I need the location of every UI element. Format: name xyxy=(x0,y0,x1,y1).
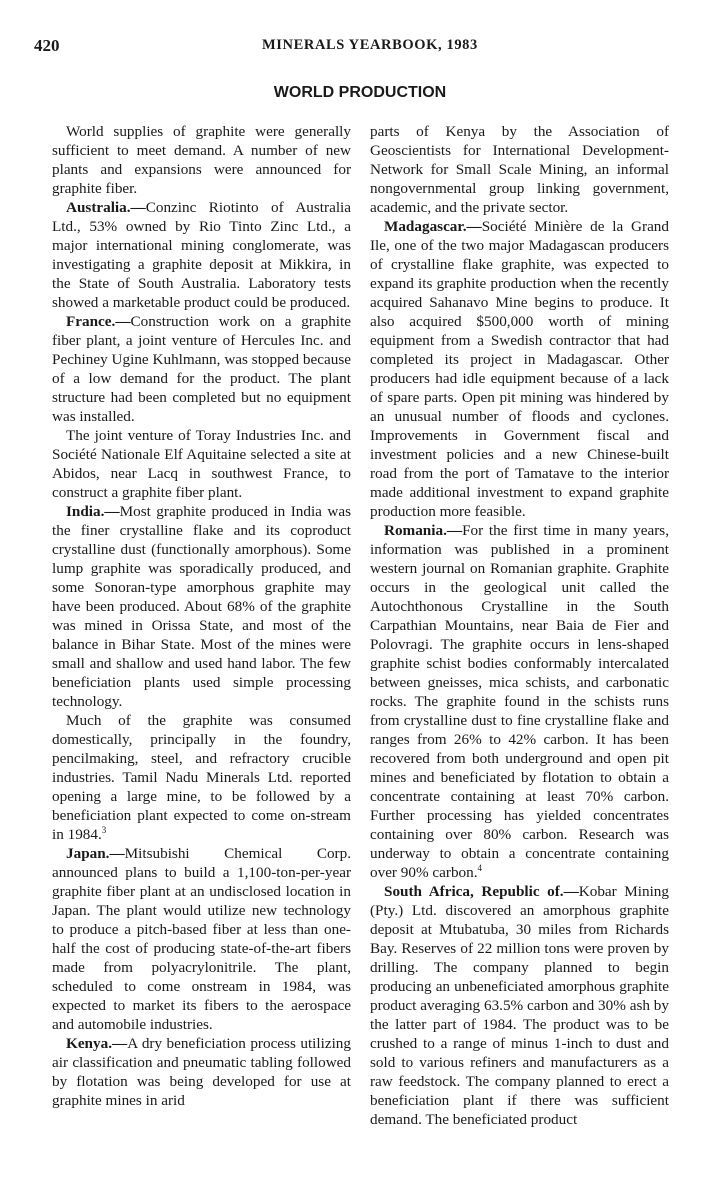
left-column xyxy=(52,122,351,1110)
paragraph-text: Mitsubishi Chemical Corp. announced plans to build a 1,100-ton-per-year graphite fiber plant at an undisclosed location in Japan. The plant would utilize new technology to produce a pitch-based fiber at less than one-half the cost of producing state-of-the-art fibers made from polyacrylonitrile. The plant, scheduled to come onstream in 1984, was expected to market its fibers to the aerospace and automobile industries. xyxy=(52,845,351,1033)
paragraph xyxy=(370,122,669,217)
paragraph-text: The joint venture of Toray Industries Inc. and Société Nationale Elf Aquitaine selected a site at Abidos, near Lacq in southwest France, to construct a graphite fiber plant. xyxy=(52,427,351,501)
section-title: WORLD PRODUCTION xyxy=(273,84,447,101)
paragraph-text: Conzinc Riotinto of Australia Ltd., 53% owned by Rio Tinto Zinc Ltd., a major international mining conglomerate, was investigating a graphite deposit at Mikkira, in the State of South Australia. Laboratory tests showed a marketable product could be produced. xyxy=(52,199,351,311)
paragraph xyxy=(370,521,669,882)
paragraph-text: Kobar Mining (Pty.) Ltd. discovered an amorphous graphite deposit at Mtubatuba, 30 miles from Richards Bay. Reserves of 22 million tons were proven by drilling. The company planned to begin producing an unbeneficiated amorphous graphite product averaging 63.5% carbon and 30% ash by the latter part of 1984. The product was to be crushed to a range of minus 1-inch to dust and sold to various refiners and manufacturers as a raw feedstock. The company planned to erect a beneficiation plant if there was sufficient demand. The beneficiated product xyxy=(370,883,669,1128)
right-column xyxy=(370,122,669,1129)
footnote-marker: 3 xyxy=(101,824,107,835)
paragraph xyxy=(52,312,351,426)
paragraph xyxy=(52,844,351,1034)
paragraph xyxy=(52,122,351,198)
paragraph-text: Construction work on a graphite fiber plant, a joint venture of Hercules Inc. and Pechiney Ugine Kuhlmann, was stopped because of a low demand for the product. The plant structure had been completed but no equipment was installed. xyxy=(52,313,351,425)
paragraph xyxy=(52,502,351,711)
paragraph-text: Most graphite produced in India was the finer crystalline flake and its coproduct crystalline dust (functionally amorphous). Some lump graphite was sporadically produced, and some Sonoran-type amorphous graphite may have been produced. About 68% of the graphite was mined in Orissa State, and most of the balance in Bihar State. Most of the mines were small and shallow and used hand labor. The few beneficiation plants used simple processing technology. xyxy=(52,503,351,710)
paragraph xyxy=(370,217,669,521)
country-heading: Romania.— xyxy=(384,522,463,539)
paragraph-text: Much of the graphite was consumed domestically, principally in the foundry, pencilmaking, steel, and refractory crucible industries. Tamil Nadu Minerals Ltd. reported opening a large mine, to be followed by a beneficiation plant expected to come on-stream in 1984. xyxy=(52,712,351,843)
paragraph-text: World supplies of graphite were generally sufficient to meet demand. A number of new plants and expansions were announced for graphite fiber. xyxy=(52,123,351,197)
paragraph xyxy=(52,711,351,844)
paragraph xyxy=(370,882,669,1129)
paragraph-text: A dry beneficiation process utilizing air classification and pneumatic tabling followed by flotation was being developed for use at graphite mines in arid xyxy=(52,1035,351,1109)
country-heading: Madagascar.— xyxy=(384,218,482,235)
country-heading: Australia.— xyxy=(66,199,146,216)
paragraph xyxy=(52,198,351,312)
country-heading: South Africa, Republic of.— xyxy=(384,883,579,900)
country-heading: Japan.— xyxy=(66,845,125,862)
paragraph-text: parts of Kenya by the Association of Geoscientists for International Development-Network for Small Scale Mining, an informal nongovernmental group linking government, academic, and the private sector. xyxy=(370,123,669,216)
country-heading: India.— xyxy=(66,503,120,520)
paragraph xyxy=(52,1034,351,1110)
page-number: 420 xyxy=(34,36,60,55)
page-header xyxy=(34,36,682,60)
paragraph-text: Société Minière de la Grand Ile, one of the two major Madagascan producers of crystalline flake graphite, was expected to expand its graphite production when the recently acquired Sahanavo Mine begins to produce. It also acquired $500,000 worth of mining equipment from a Swedish contractor that had completed its project in Madagascar. Other producers had idle equipment because of a lack of spare parts. Open pit mining was hindered by an unusual number of floods and cyclones. Improvements in Government fiscal and investment policies and a new Chinese-built road from the port of Tamatave to the interior made additional investment to expand graphite production more feasible. xyxy=(370,218,669,520)
country-heading: France.— xyxy=(66,313,131,330)
country-heading: Kenya.— xyxy=(66,1035,128,1052)
paragraph-text: For the first time in many years, information was published in a prominent western journal on Romanian graphite. Graphite occurs in the geological unit called the Autochthonous Crystalline in the South Carpathian Mountains, near Baia de Fier and Polovragi. The graphite occurs in lens-shaped graphite schist bodies conformably intercalated between gneisses, mica schists, and carbonatic rocks. The graphite found in the schists runs from crystalline dust to fine crystalline flake and ranges from 26% to 42% carbon. It has been recovered from both underground and open pit mines and beneficiated by flotation to obtain a concentrate containing at least 70% carbon. Further processing has yielded concentrates containing over 80% carbon. Research was underway to obtain a concentrate containing over 90% carbon. xyxy=(370,522,669,881)
running-title: MINERALS YEARBOOK, 1983 xyxy=(262,37,478,53)
paragraph xyxy=(52,426,351,502)
footnote-marker: 4 xyxy=(477,862,483,873)
